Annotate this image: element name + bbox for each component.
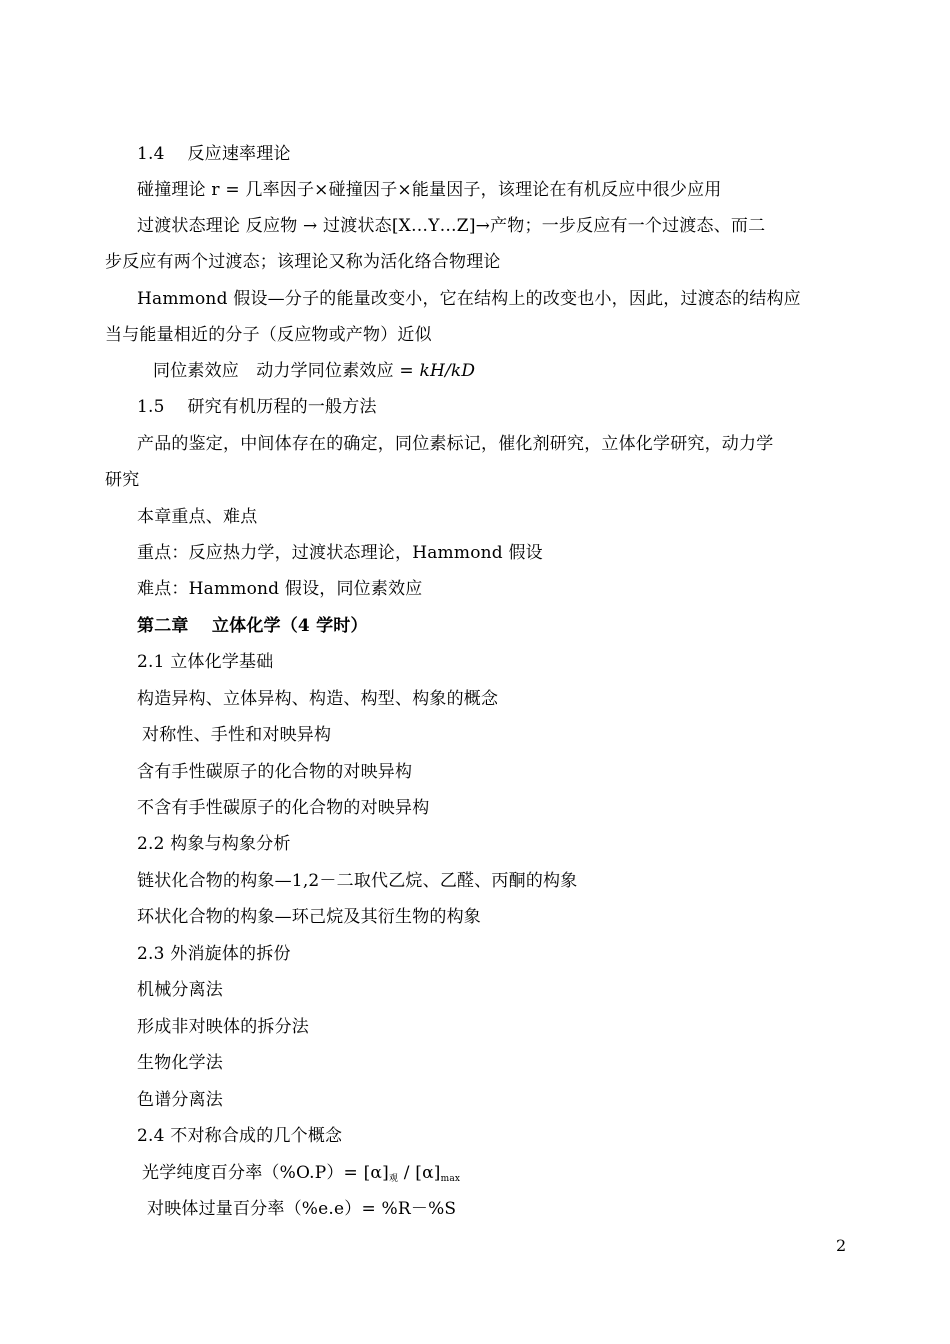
subscript-max: max bbox=[440, 1174, 461, 1184]
list-item: 环状化合物的构象—环己烷及其衍生物的构象 bbox=[137, 907, 481, 927]
list-item: 构造异构、立体异构、构造、构型、构象的概念 bbox=[137, 689, 499, 709]
section-heading-2-1: 2.1 立体化学基础 bbox=[137, 652, 274, 672]
section-heading-1-5: 1.5 研究有机历程的一般方法 bbox=[137, 397, 377, 417]
formula-optical-purity bbox=[142, 1162, 460, 1190]
isotope-ratio: kH/kD bbox=[419, 361, 476, 381]
optical-purity-text: 光学纯度百分率（%O.P）= [α] bbox=[142, 1163, 389, 1183]
list-item: 不含有手性碳原子的化合物的对映异构 bbox=[137, 798, 430, 818]
list-item: 形成非对映体的拆分法 bbox=[137, 1017, 309, 1037]
page-number: 2 bbox=[836, 1236, 847, 1255]
chapter-2-title: 第二章 立体化学（4 学时） bbox=[137, 616, 368, 636]
section-heading-2-3: 2.3 外消旋体的拆份 bbox=[137, 944, 291, 964]
formula-enantiomeric-excess: 对映体过量百分率（%e.e）= %R－%S bbox=[147, 1199, 457, 1219]
list-item: 生物化学法 bbox=[137, 1053, 223, 1073]
list-item: 色谱分离法 bbox=[137, 1090, 223, 1110]
list-item: 含有手性碳原子的化合物的对映异构 bbox=[137, 762, 413, 782]
section-heading-2-2: 2.2 构象与构象分析 bbox=[137, 834, 291, 854]
paragraph-methods-cont: 研究 bbox=[105, 470, 140, 490]
paragraph-collision-theory: 碰撞理论 r = 几率因子×碰撞因子×能量因子，该理论在有机反应中很少应用 bbox=[137, 180, 722, 200]
list-item: 对称性、手性和对映异构 bbox=[142, 725, 332, 745]
section-heading-2-4: 2.4 不对称合成的几个概念 bbox=[137, 1126, 343, 1146]
key-points: 重点：反应热力学，过渡状态理论，Hammond 假设 bbox=[137, 543, 543, 563]
subscript-observed: 观 bbox=[388, 1174, 399, 1184]
difficult-points: 难点：Hammond 假设，同位素效应 bbox=[137, 579, 423, 599]
paragraph-transition-state-theory-cont: 步反应有两个过渡态；该理论又称为活化络合物理论 bbox=[105, 252, 501, 272]
list-item: 机械分离法 bbox=[137, 980, 223, 1000]
list-item: 链状化合物的构象—1,2－二取代乙烷、乙醛、丙酮的构象 bbox=[137, 871, 578, 891]
section-heading-1-4: 1.4 反应速率理论 bbox=[137, 144, 291, 164]
paragraph-hammond-cont: 当与能量相近的分子（反应物或产物）近似 bbox=[105, 325, 432, 345]
optical-purity-divider: / [α] bbox=[398, 1163, 441, 1183]
paragraph-transition-state-theory: 过渡状态理论 反应物 → 过渡状态[X…Y…Z]→产物；一步反应有一个过渡态、而二 bbox=[137, 216, 766, 236]
chapter-key-points-heading: 本章重点、难点 bbox=[137, 507, 258, 527]
isotope-effect-text: 同位素效应 动力学同位素效应 = bbox=[153, 361, 420, 381]
paragraph-hammond: Hammond 假设—分子的能量改变小，它在结构上的改变也小，因此，过渡态的结构应 bbox=[137, 289, 801, 309]
paragraph-methods: 产品的鉴定，中间体存在的确定，同位素标记，催化剂研究，立体化学研究，动力学 bbox=[137, 434, 774, 454]
paragraph-isotope-effect bbox=[153, 360, 475, 382]
